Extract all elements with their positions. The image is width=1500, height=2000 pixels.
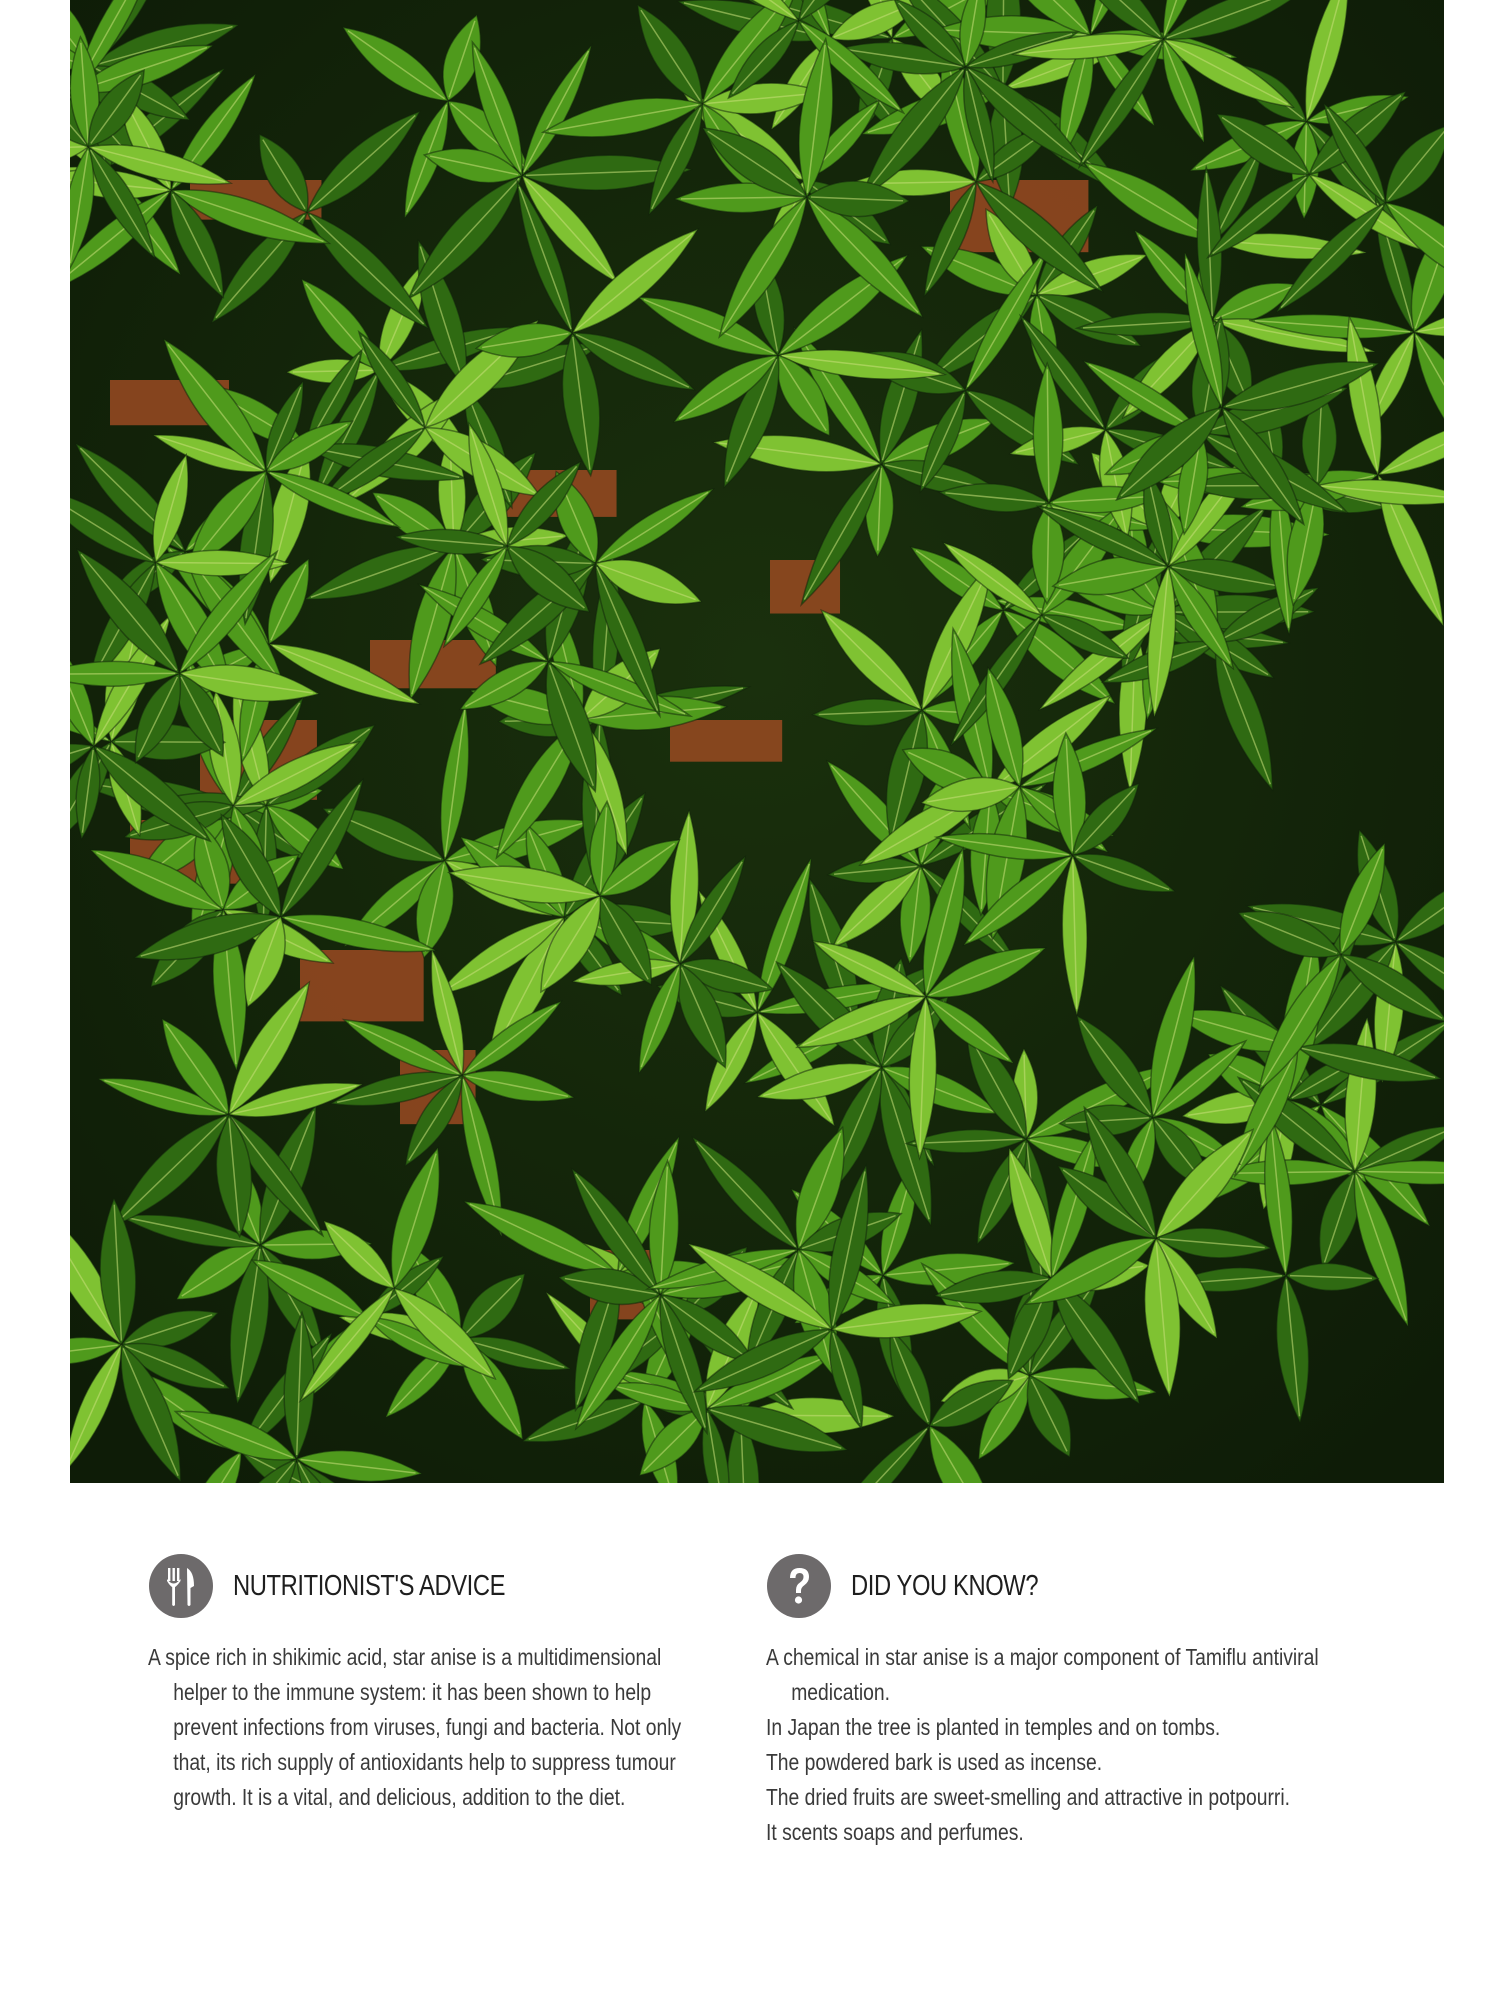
foliage-photo (70, 0, 1444, 1483)
did-you-know-section (766, 1552, 1366, 1850)
brick-patch (670, 720, 782, 762)
nutritionist-title: NUTRITIONIST'S ADVICE (233, 1569, 506, 1602)
fact-item: In Japan the tree is planted in temples and on tombs. (766, 1714, 1221, 1740)
question-mark-icon (767, 1554, 831, 1618)
fact-item: It scents soaps and perfumes. (766, 1819, 1024, 1845)
fact-item: The dried fruits are sweet-smelling and attractive in potpourri. (766, 1784, 1291, 1810)
fact-item: A chemical in star anise is a major component of Tamiflu antiviral medication. (766, 1644, 1319, 1705)
nutritionist-body (148, 1640, 708, 1815)
nutritionist-heading (149, 1552, 708, 1620)
nutritionist-paragraph: A spice rich in shikimic acid, star anise is a multidimensional helper to the immune system: it has been shown to help prevent infections from viruses, fungi and bacteria. Not only that, its rich supply of antioxidants help to suppress tumour growth. It is a vital, and delicious, addition to the diet. (148, 1644, 682, 1810)
nutritionist-advice-section (148, 1552, 708, 1815)
did-you-know-body (766, 1640, 1366, 1850)
leaf-vein (70, 673, 175, 674)
foliage-illustration (70, 0, 1444, 1483)
did-you-know-heading (767, 1552, 1366, 1620)
fact-item: The powdered bark is used as incense. (766, 1749, 1103, 1775)
cutlery-icon (149, 1554, 213, 1618)
did-you-know-title: DID YOU KNOW? (851, 1569, 1039, 1602)
